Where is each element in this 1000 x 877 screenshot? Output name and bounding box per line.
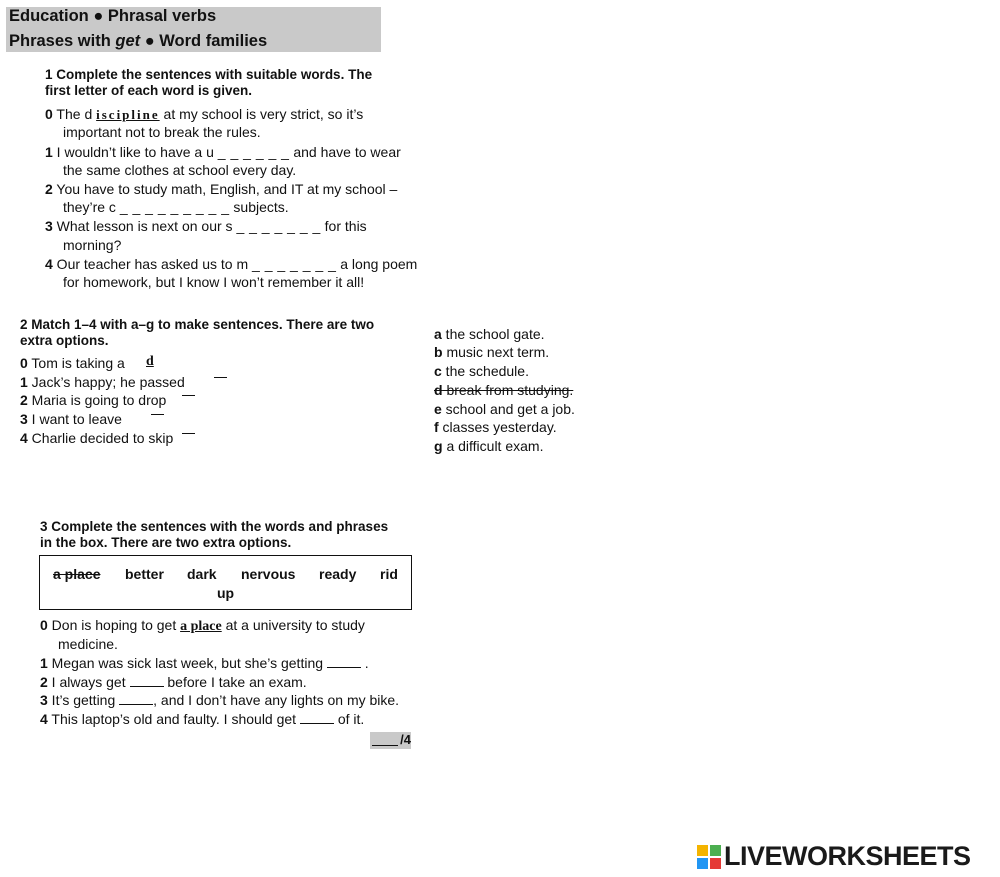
ex2-gap-4[interactable] [182, 433, 195, 434]
box-word-a-place: a place [53, 566, 101, 582]
ex1-item-4: 4 Our teacher has asked us to m _ _ _ _ _ _ _ a long poem [45, 256, 418, 272]
ex2-item-3: 3 I want to leave [20, 411, 122, 427]
box-word-rid: rid [380, 566, 398, 582]
ex2-option-b: b music next term. [434, 344, 550, 360]
ex1-item-4-cont: for homework, but I know I won’t remember it all! [63, 274, 365, 290]
ex3-answer-0: a place [180, 619, 222, 634]
ex1-item-0-cont: important not to break the rules. [63, 124, 261, 140]
score-total: /4 [400, 732, 411, 747]
score-gap[interactable] [372, 745, 398, 746]
box-word-better: better [125, 566, 164, 582]
ex3-gap-4[interactable] [300, 711, 334, 724]
box-word-nervous: nervous [241, 566, 296, 582]
ex3-item-1: 1 Megan was sick last week, but she’s getting . [40, 655, 369, 671]
ex1-instruction: 1 Complete the sentences with suitable words. The first letter of each word is given. [45, 67, 373, 98]
ex2-item-1: 1 Jack’s happy; he passed [20, 374, 185, 390]
ex2-gap-2[interactable] [182, 395, 195, 396]
ex1-item-3: 3 What lesson is next on our s _ _ _ _ _ _ _ for this [45, 218, 367, 234]
ex1-blank-4[interactable]: _ _ _ _ _ _ _ [252, 256, 337, 272]
ex1-answer-0: iscipline [96, 107, 160, 122]
ex3-instruction: 3 Complete the sentences with the words and phrases in the box. There are two extra options. [40, 519, 389, 550]
ex1-item-3-cont: morning? [63, 237, 122, 253]
box-word-ready: ready [319, 566, 357, 582]
ex2-option-c: c the schedule. [434, 363, 529, 379]
ex3-item-2: 2 I always get before I take an exam. [40, 674, 307, 690]
ex2-answer-0: d [146, 354, 154, 369]
ex2-gap-3[interactable] [151, 414, 164, 415]
ex3-gap-3[interactable] [119, 692, 153, 705]
score-box [370, 732, 411, 749]
ex3-item-3: 3 It’s getting , and I don’t have any lights on my bike. [40, 692, 400, 708]
ex1-item-1: 1 I wouldn’t like to have a u _ _ _ _ _ _ and have to wear [45, 144, 401, 160]
ex2-option-g: g a difficult exam. [434, 438, 544, 454]
ex3-item-0-cont: medicine. [58, 636, 118, 652]
liveworksheets-logo-icon [697, 845, 721, 869]
ex2-instruction: 2 Match 1–4 with a–g to make sentences. There are two extra options. [20, 317, 375, 348]
ex1-item-1-cont: the same clothes at school every day. [63, 162, 297, 178]
header-title-line2: Phrases with get ● Word families [9, 32, 268, 50]
box-word-up: up [217, 585, 235, 601]
box-word-dark: dark [187, 566, 217, 582]
ex2-option-e: e school and get a job. [434, 401, 575, 417]
ex3-item-0: 0 Don is hoping to get a place at a university to study [40, 617, 365, 634]
ex1-item-0: 0 The d iscipline at my school is very strict, so it’s [45, 106, 364, 122]
ex3-item-4: 4 This laptop’s old and faulty. I should get of it. [40, 711, 365, 727]
ex2-item-0: 0 Tom is taking a [20, 355, 125, 371]
ex1-blank-1[interactable]: _ _ _ _ _ _ [217, 144, 290, 160]
logo-text: LIVEWORKSHEETS [724, 841, 971, 871]
ex1-item-2: 2 You have to study math, English, and IT at my school – [45, 181, 398, 197]
ex1-blank-3[interactable]: _ _ _ _ _ _ _ [236, 218, 321, 234]
ex3-gap-1[interactable] [327, 655, 361, 668]
ex2-option-a: a the school gate. [434, 326, 545, 342]
ex2-option-d: d break from studying. [434, 382, 574, 398]
ex2-item-4: 4 Charlie decided to skip [20, 430, 174, 446]
ex2-option-f: f classes yesterday. [434, 419, 557, 435]
ex1-blank-2[interactable]: _ _ _ _ _ _ _ _ _ [119, 199, 230, 215]
ex2-gap-1[interactable] [214, 377, 227, 378]
ex2-item-2: 2 Maria is going to drop [20, 392, 167, 408]
ex1-item-2-cont: they’re c _ _ _ _ _ _ _ _ _ subjects. [63, 199, 289, 215]
word-box [39, 555, 412, 610]
header-title-line1: Education ● Phrasal verbs [9, 7, 217, 25]
ex3-gap-2[interactable] [130, 674, 164, 687]
